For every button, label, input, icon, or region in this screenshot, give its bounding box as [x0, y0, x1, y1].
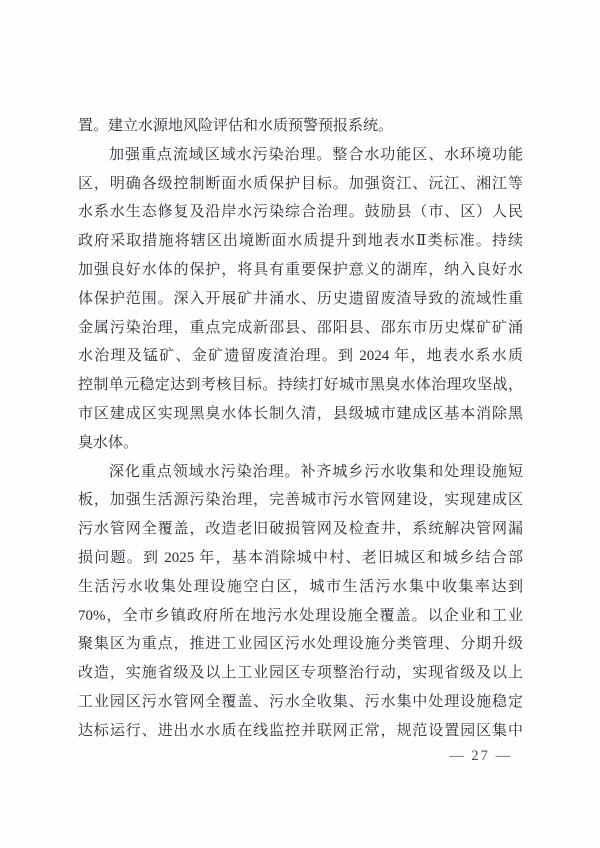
text-line: 达标运行、进出水水质在线监控并联网正常，规范设置园区集中 [78, 722, 523, 739]
text-line: 加强良好水体的保护，将具有重要保护意义的湖库，纳入良好水 [78, 261, 523, 278]
text-line: 70%，全市乡镇政府所在地污水处理设施全覆盖。以企业和工业 [78, 607, 523, 624]
text-line: 水系水生态修复及沿岸水污染综合治理。鼓励县（市、区）人民 [78, 204, 523, 221]
text-line: 损问题。到 2025 年，基本消除城中村、老旧城区和城乡结合部 [78, 549, 523, 566]
page-number: — 27 — [449, 748, 512, 764]
paragraph [78, 458, 523, 746]
text-line: 市区建成区实现黑臭水体长制久清，县级城市建成区基本消除黑 [78, 405, 523, 422]
paragraph [78, 141, 523, 458]
text-line: 深化重点领域水污染治理。补齐城乡污水收集和处理设施短 [109, 463, 523, 480]
text-line: 体保护范围。深入开展矿井涌水、历史遗留废渣导致的流域性重 [78, 290, 523, 307]
text-line: 聚集区为重点，推进工业园区污水处理设施分类管理、分期升级 [78, 636, 523, 653]
text-line: 工业园区污水管网全覆盖、污水全收集、污水集中处理设施稳定 [78, 693, 523, 710]
document-body [78, 112, 523, 746]
text-line: 加强重点流域区域水污染治理。整合水功能区、水环境功能 [109, 146, 523, 163]
text-line: 板，加强生活源污染治理，完善城市污水管网建设，实现建成区 [78, 492, 523, 509]
text-line: 污水管网全覆盖，改造老旧破损管网及检查井，系统解决管网漏 [78, 521, 523, 538]
text-line: 改造，实施省级及以上工业园区专项整治行动，实现省级及以上 [78, 665, 523, 682]
text-line: 置。建立水源地风险评估和水质预警预报系统。 [78, 118, 394, 134]
text-line: 生活污水收集处理设施空白区，城市生活污水集中收集率达到 [78, 578, 523, 595]
text-line: 区，明确各级控制断面水质保护目标。加强资江、沅江、湘江等 [78, 175, 523, 192]
text-line: 金属污染治理，重点完成新邵县、邵阳县、邵东市历史煤矿矿涌 [78, 319, 523, 336]
text-line: 水治理及锰矿、金矿遗留废渣治理。到 2024 年，地表水系水质 [78, 348, 523, 365]
text-line: 政府采取措施将辖区出境断面水质提升到地表水Ⅱ类标准。持续 [78, 233, 523, 250]
text-line: 控制单元稳定达到考核目标。持续打好城市黑臭水体治理攻坚战， [78, 377, 523, 394]
paragraph [78, 112, 523, 141]
text-line: 臭水体。 [78, 434, 139, 451]
